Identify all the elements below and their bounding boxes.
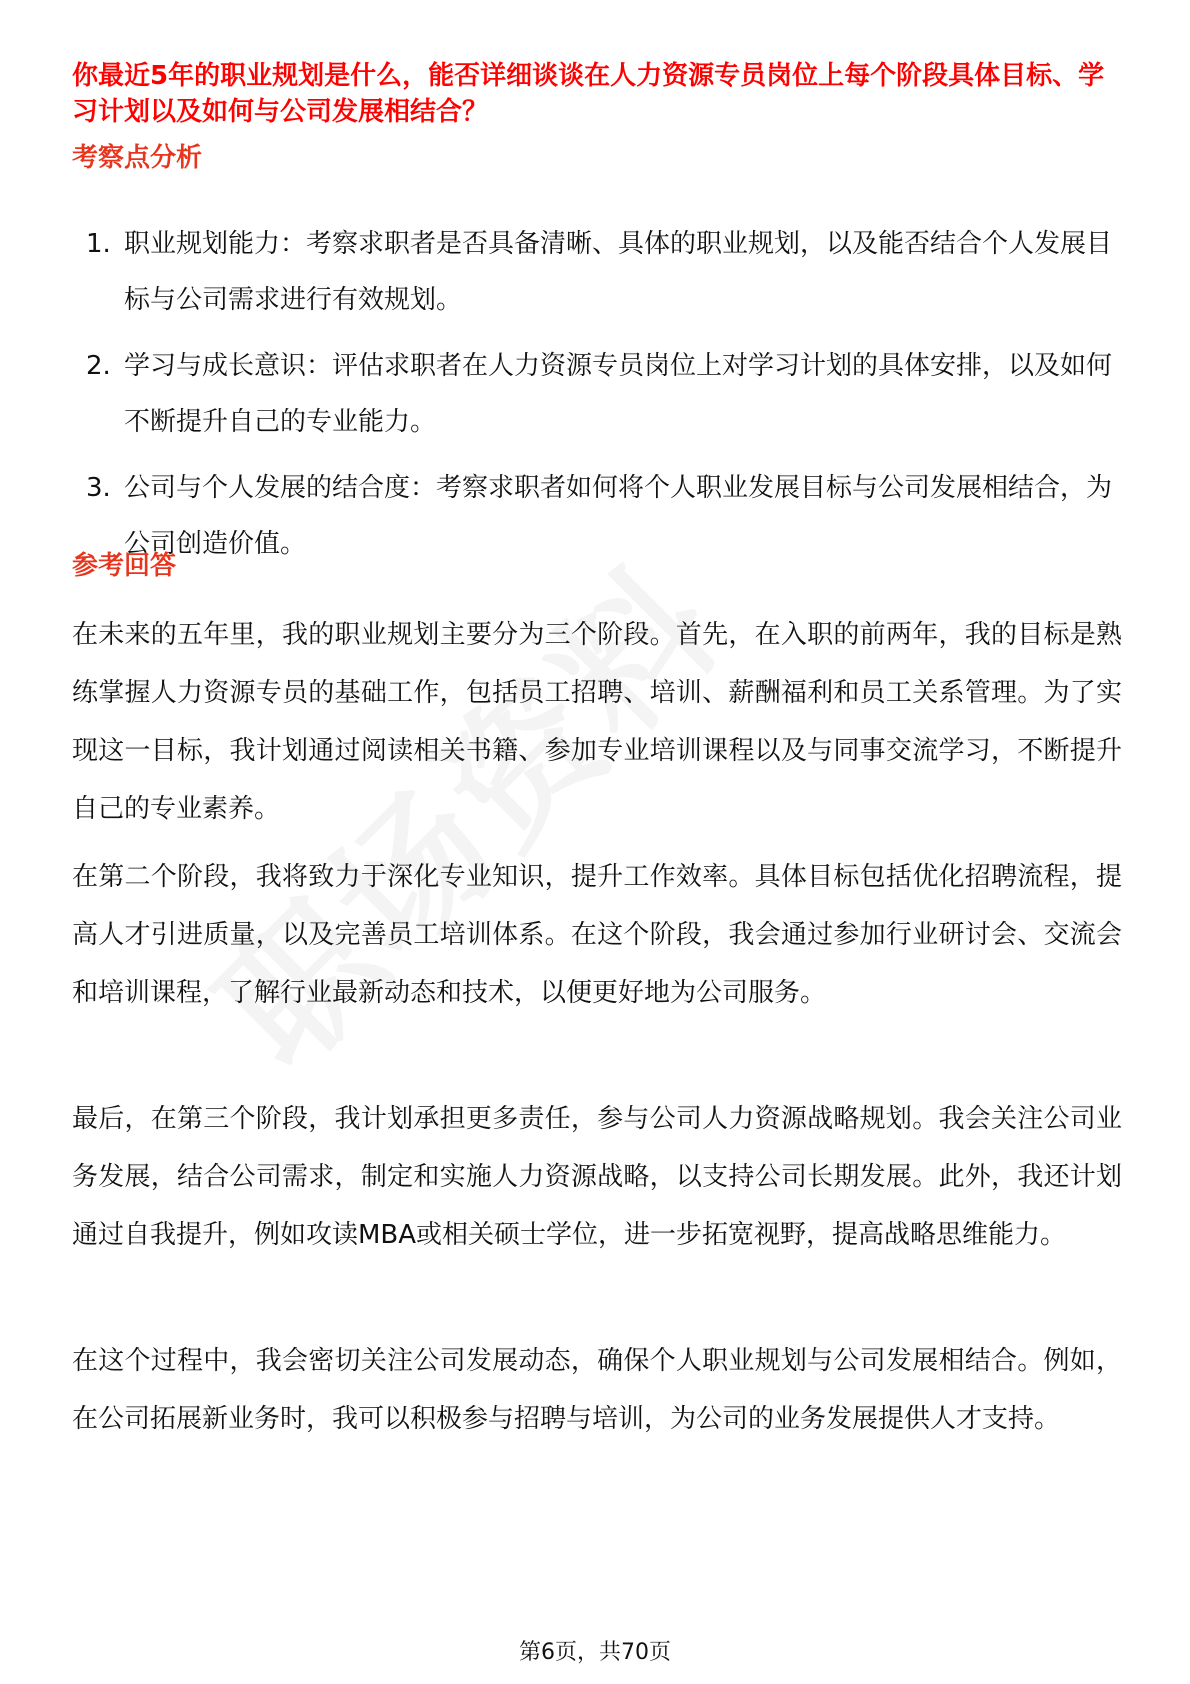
answer-paragraph: 在这个过程中，我会密切关注公司发展动态，确保个人职业规划与公司发展相结合。例如，在公司拓展新业务时，我可以积极参与招聘与培训，为公司的业务发展提供人才支持。 bbox=[72, 1346, 1122, 1434]
list-number: 3. bbox=[86, 473, 111, 503]
question-heading: 你最近5年的职业规划是什么，能否详细谈谈在人力资源专员岗位上每个阶段具体目标、学习计划以及如何与公司发展相结合？ bbox=[72, 61, 1105, 127]
list-number: 1. bbox=[86, 229, 111, 259]
list-item bbox=[72, 460, 1122, 572]
analysis-list bbox=[72, 216, 1122, 582]
answer-paragraph: 最后，在第三个阶段，我计划承担更多责任，参与公司人力资源战略规划。我会关注公司业务发展，结合公司需求，制定和实施人力资源战略，以支持公司长期发展。此外，我还计划通过自我提升，例如攻读MBA或相关硕士学位，进一步拓宽视野，提高战略思维能力。 bbox=[72, 1104, 1122, 1250]
list-item-text: 职业规划能力：考察求职者是否具备清晰、具体的职业规划，以及能否结合个人发展目标与公司需求进行有效规划。 bbox=[124, 229, 1113, 315]
answer-title: 参考回答 bbox=[72, 551, 177, 581]
answer-paragraph: 在未来的五年里，我的职业规划主要分为三个阶段。首先，在入职的前两年，我的目标是熟练掌握人力资源专员的基础工作，包括员工招聘、培训、薪酬福利和员工关系管理。为了实现这一目标，我计划通过阅读相关书籍、参加专业培训课程以及与同事交流学习，不断提升自己的专业素养。 bbox=[72, 620, 1122, 824]
answer-paragraph: 在第二个阶段，我将致力于深化专业知识，提升工作效率。具体目标包括优化招聘流程，提高人才引进质量，以及完善员工培训体系。在这个阶段，我会通过参加行业研讨会、交流会和培训课程，了解行业最新动态和技术，以便更好地为公司服务。 bbox=[72, 862, 1122, 1008]
page-number: 第6页，共70页 bbox=[519, 1640, 671, 1665]
list-item-text: 学习与成长意识：评估求职者在人力资源专员岗位上对学习计划的具体安排，以及如何不断提升自己的专业能力。 bbox=[124, 351, 1113, 437]
list-number: 2. bbox=[86, 351, 111, 381]
list-item bbox=[72, 216, 1122, 328]
list-item bbox=[72, 338, 1122, 450]
list-item-text: 公司与个人发展的结合度：考察求职者如何将个人职业发展目标与公司发展相结合，为公司创造价值。 bbox=[124, 473, 1113, 559]
analysis-title: 考察点分析 bbox=[72, 143, 203, 173]
